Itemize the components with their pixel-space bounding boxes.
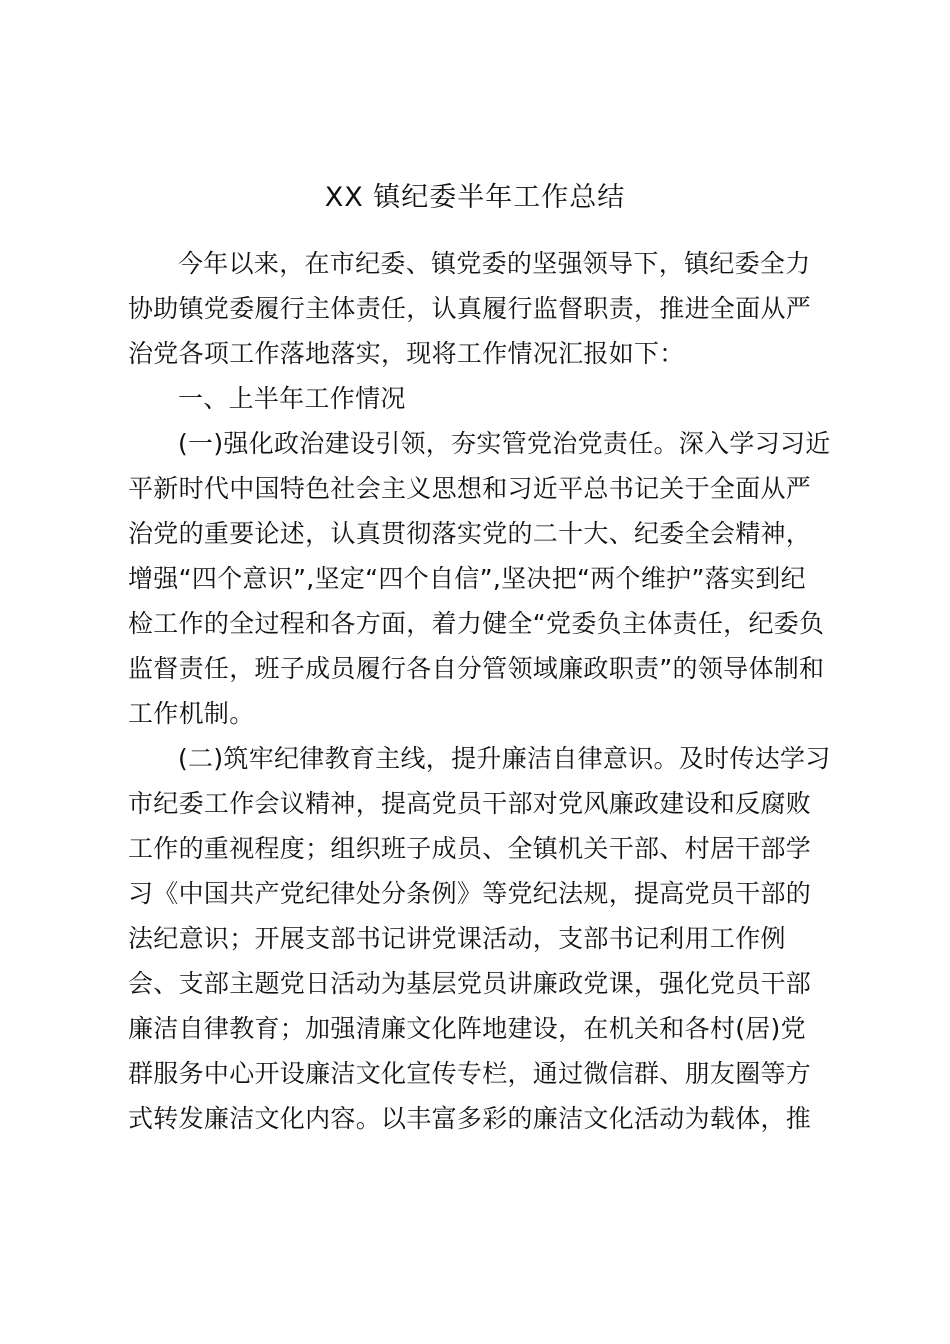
- paragraph-line: 法纪意识；开展支部书记讲党课活动，支部书记利用工作例: [128, 924, 786, 953]
- paragraph-line: 市纪委工作会议精神，提高党员干部对党风廉政建设和反腐败: [128, 789, 812, 818]
- paragraph-line: 协助镇党委履行主体责任，认真履行监督职责，推进全面从严: [128, 294, 812, 323]
- paragraph-line: 群服务中心开设廉洁文化宣传专栏，通过微信群、朋友圈等方: [128, 1059, 812, 1088]
- paragraph-line: 工作机制。: [128, 699, 255, 728]
- document-body: [128, 241, 833, 1141]
- paragraph-line: 增强“四个意识”,坚定“四个自信”,坚决把“两个维护”落实到纪: [128, 564, 806, 593]
- paragraph-line: 式转发廉洁文化内容。以丰富多彩的廉洁文化活动为载体，推: [128, 1104, 812, 1133]
- paragraph-line: 平新时代中国特色社会主义思想和习近平总书记关于全面从严: [128, 474, 812, 503]
- paragraph-line: 习《中国共产党纪律处分条例》等党纪法规，提高党员干部的: [128, 879, 812, 908]
- paragraph-line: 工作的重视程度；组织班子成员、全镇机关干部、村居干部学: [128, 834, 812, 863]
- paragraph-line: 今年以来，在市纪委、镇党委的坚强领导下，镇纪委全力: [178, 249, 811, 278]
- document-title: XX 镇纪委半年工作总结: [324, 182, 626, 213]
- paragraph-line: (二)筑牢纪律教育主线，提升廉洁自律意识。及时传达学习: [178, 744, 831, 773]
- section-heading: 一、上半年工作情况: [178, 384, 406, 413]
- paragraph-line: 治党的重要论述，认真贯彻落实党的二十大、纪委全会精神，: [128, 519, 812, 548]
- paragraph-line: (一)强化政治建设引领，夯实管党治党责任。深入学习习近: [178, 429, 831, 458]
- paragraph-line: 会、支部主题党日活动为基层党员讲廉政党课，强化党员干部: [128, 969, 812, 998]
- paragraph-line: 监督责任，班子成员履行各自分管领域廉政职责”的领导体制和: [128, 654, 825, 683]
- paragraph-line: 廉洁自律教育；加强清廉文化阵地建设，在机关和各村(居)党: [128, 1014, 806, 1043]
- paragraph-line: 治党各项工作落地落实，现将工作情况汇报如下：: [128, 339, 685, 368]
- paragraph-line: 检工作的全过程和各方面，着力健全“党委负主体责任，纪委负: [128, 609, 825, 638]
